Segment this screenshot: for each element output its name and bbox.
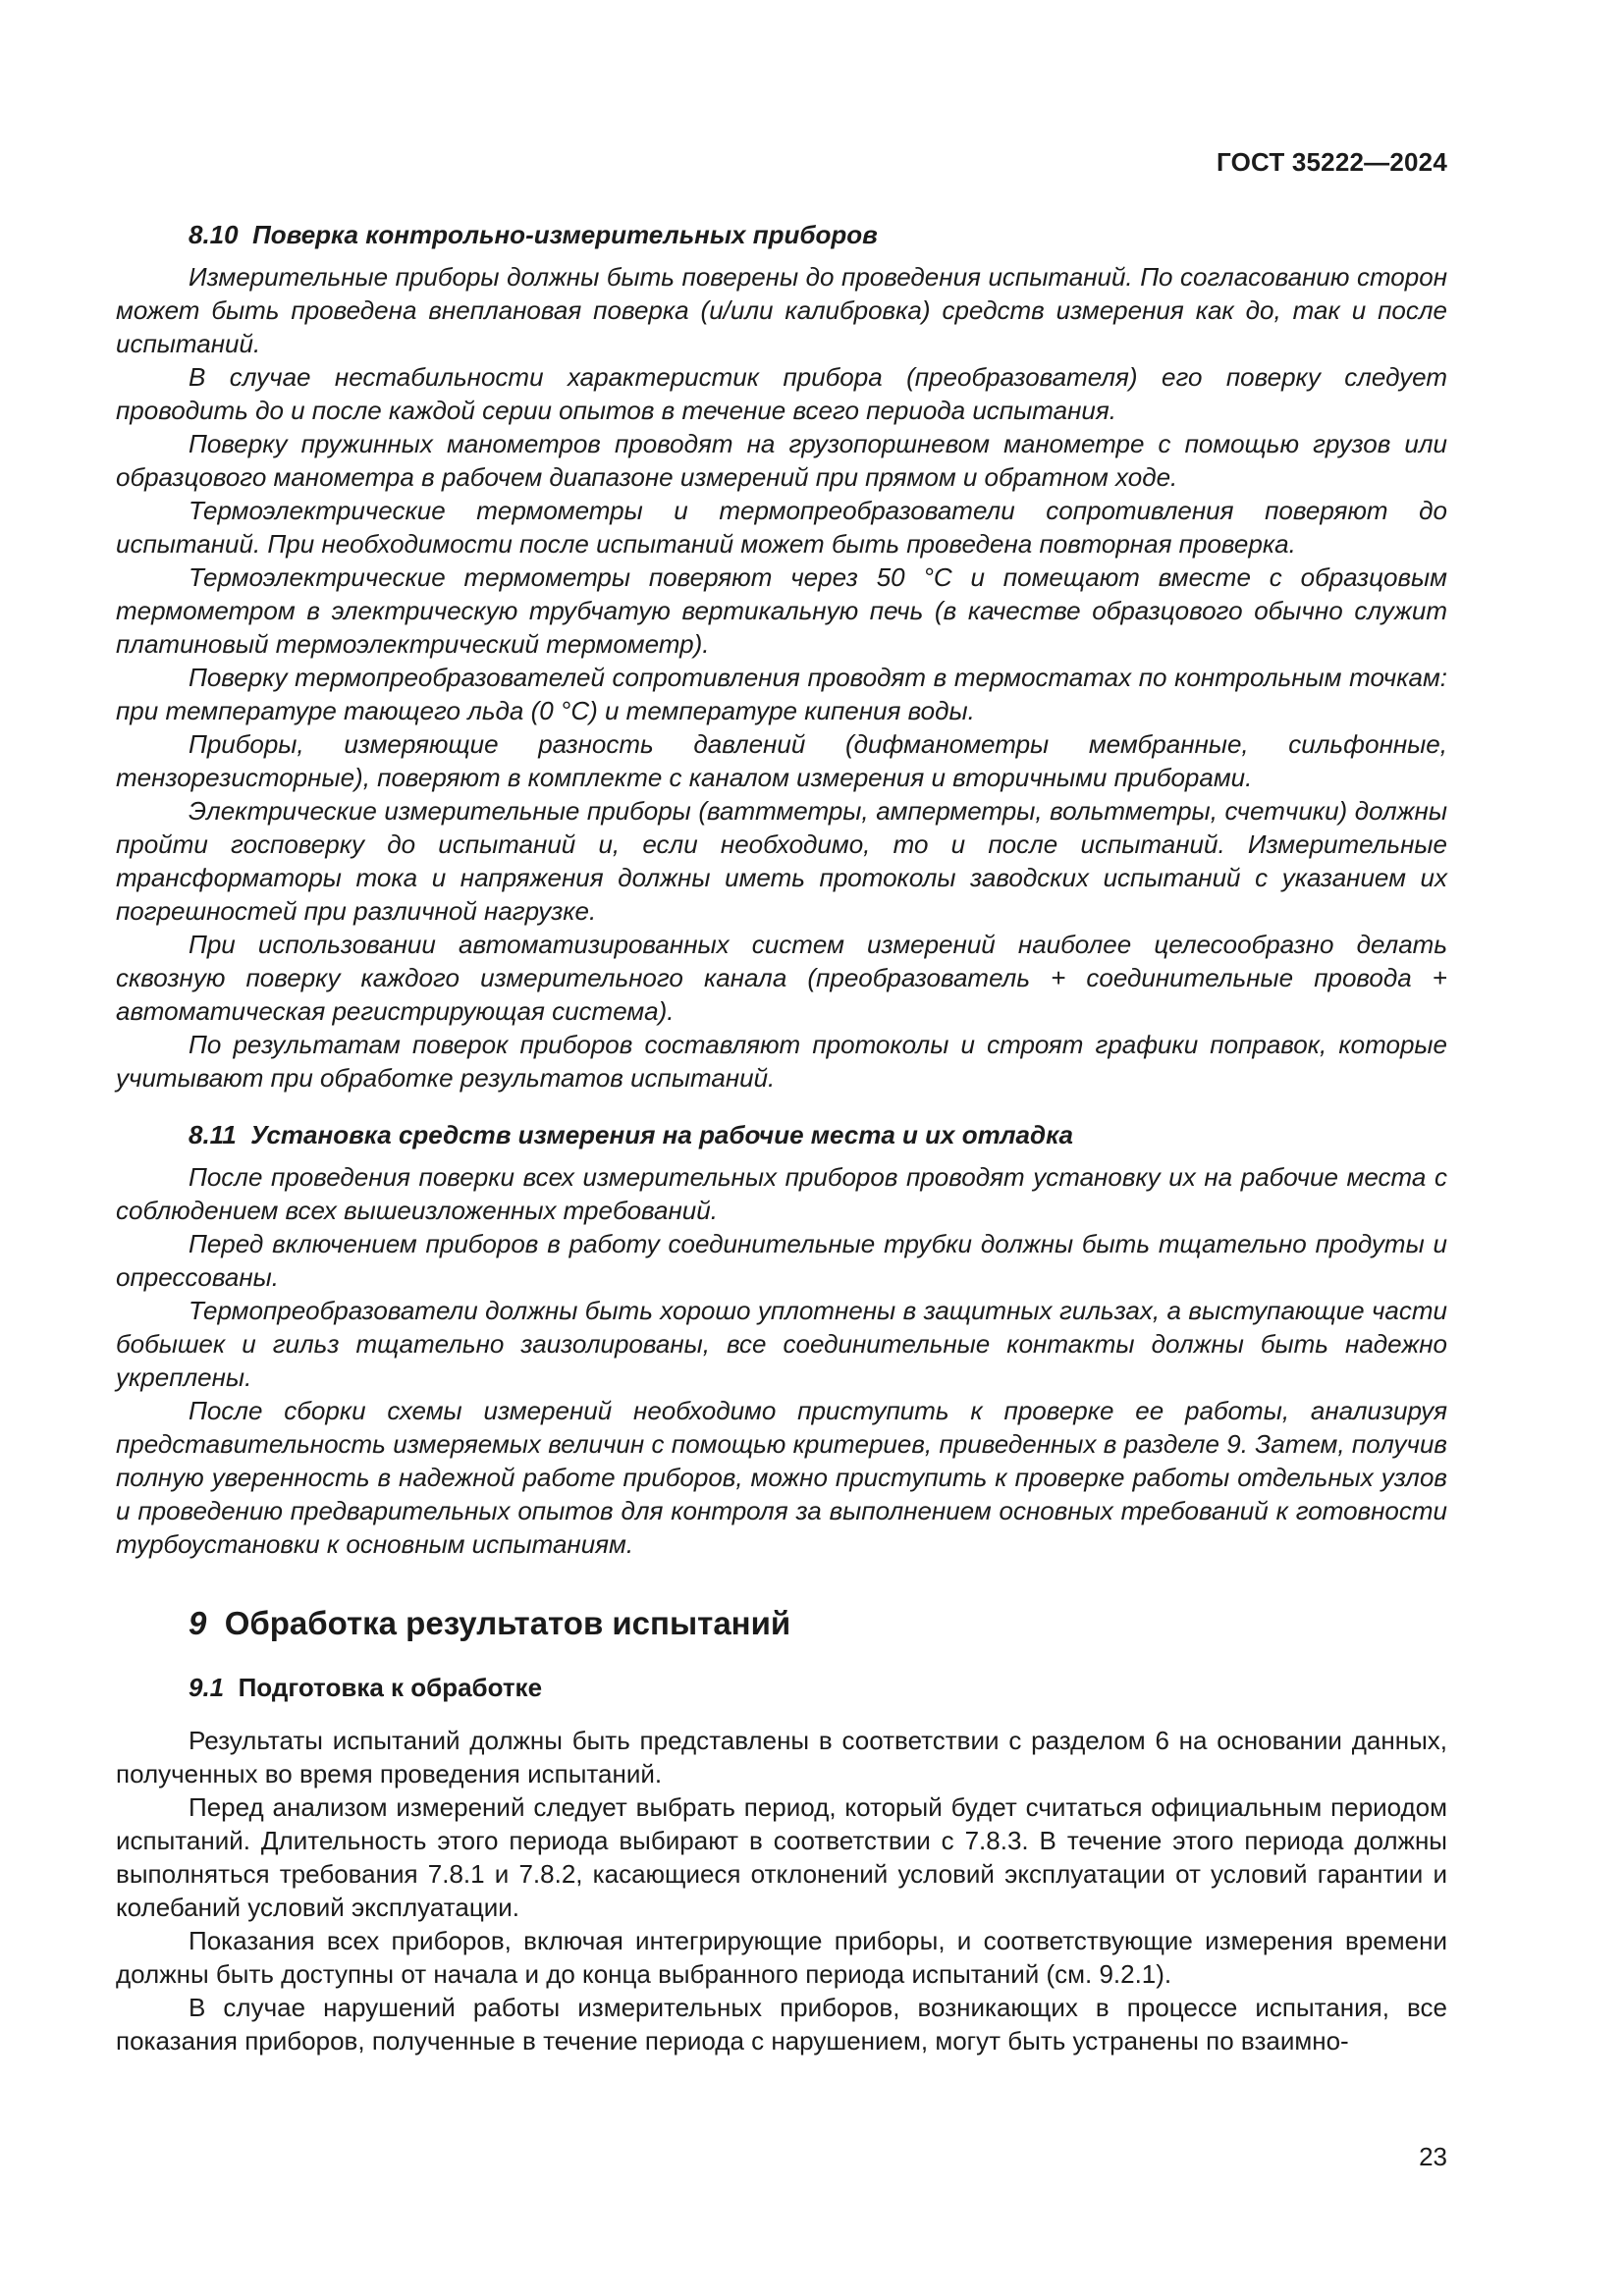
paragraph: Термоэлектрические термометры и термопреобразователи сопротивления поверяют до испытаний. При необходимости после испытаний может быть проведена повторная проверка. bbox=[116, 496, 1447, 559]
section-9-title: Обработка результатов испытаний bbox=[224, 1605, 791, 1641]
paragraph: Поверку термопреобразователей сопротивления проводят в термостатах по контрольным точкам: при температуре тающего льда (0 °С) и температуре кипения воды. bbox=[116, 663, 1447, 725]
paragraph: Поверку пружинных манометров проводят на грузопоршневом манометре с помощью грузов или образцового манометра в рабочем диапазоне измерений при прямом и обратном ходе. bbox=[116, 429, 1447, 492]
section-8-11-title: Установка средств измерения на рабочие места и их отладка bbox=[250, 1120, 1074, 1149]
paragraph: Термопреобразователи должны быть хорошо уплотнены в защитных гильзах, а выступающие части бобышек и гильз тщательно заизолированы, все соединительные контакты должны быть надежно укреплены. bbox=[116, 1296, 1447, 1392]
paragraph: Измерительные приборы должны быть поверены до проведения испытаний. По согласованию сторон может быть проведена внеплановая поверка (и/или калибровка) средств измерения как до, так и после испытаний. bbox=[116, 262, 1447, 358]
paragraph: Перед анализом измерений следует выбрать период, который будет считаться официальным периодом испытаний. Длительность этого периода выбирают в соответствии с 7.8.3. В течение этого периода должны выполняться требования 7.8.1 и 7.8.2, касающиеся отклонений условий эксплуатации от условий гарантии и колебаний условий эксплуатации. bbox=[116, 1792, 1447, 1922]
paragraph: После проведения поверки всех измерительных приборов проводят установку их на рабочие места с соблюдением всех вышеизложенных требований. bbox=[116, 1162, 1447, 1225]
page-content bbox=[116, 218, 1447, 2057]
section-8-11-number: 8.11 bbox=[189, 1120, 237, 1149]
paragraph: В случае нарушений работы измерительных приборов, возникающих в процессе испытания, все показания приборов, полученные в течение периода с нарушением, могут быть устранены по взаимно- bbox=[116, 1993, 1447, 2056]
paragraph: После сборки схемы измерений необходимо приступить к проверке ее работы, анализируя представительность измеряемых величин с помощью критериев, приведенных в разделе 9. Затем, получив полную уверенность в надежной работе приборов, можно приступить к проверке работы отдельных узлов и проведению предварительных опытов для контроля за выполнением основных требований к готовности турбоустановки к основным испытаниям. bbox=[116, 1396, 1447, 1559]
paragraph: В случае нестабильности характеристик прибора (преобразователя) его поверку следует проводить до и после каждой серии опытов в течение всего периода испытания. bbox=[116, 362, 1447, 425]
paragraph: Показания всех приборов, включая интегрирующие приборы, и соответствующие измерения времени должны быть доступны от начала и до конца выбранного периода испытаний (см. 9.2.1). bbox=[116, 1926, 1447, 1989]
section-9-number: 9 bbox=[189, 1605, 207, 1641]
page-number: 23 bbox=[1419, 2142, 1447, 2171]
paragraph: Результаты испытаний должны быть представлены в соответствии с разделом 6 на основании данных, полученных во время проведения испытаний. bbox=[116, 1726, 1447, 1789]
paragraph: Перед включением приборов в работу соединительные трубки должны быть тщательно продуты и опрессованы. bbox=[116, 1229, 1447, 1292]
section-8-10-heading bbox=[116, 218, 1447, 251]
paragraph: Приборы, измеряющие разность давлений (дифманометры мембранные, сильфонные, тензорезисторные), поверяют в комплекте с каналом измерения и вторичными приборами. bbox=[116, 729, 1447, 792]
paragraph: Электрические измерительные приборы (ваттметры, амперметры, вольтметры, счетчики) должны пройти госповерку до испытаний и, если необходимо, то и после испытаний. Измерительные трансформаторы тока и напряжения должны иметь протоколы заводских испытаний с указанием их погрешностей при различной нагрузке. bbox=[116, 796, 1447, 926]
section-9-1 bbox=[116, 1671, 1447, 2057]
document-id: ГОСТ 35222—2024 bbox=[1217, 147, 1447, 177]
paragraph: При использовании автоматизированных систем измерений наиболее целесообразно делать сквозную поверку каждого измерительного канала (преобразователь + соединительные провода + автоматическая регистрирующая система). bbox=[116, 930, 1447, 1026]
section-8-10-number: 8.10 bbox=[189, 220, 239, 249]
section-8-10 bbox=[116, 218, 1447, 1095]
paragraph: По результатам поверок приборов составляют протоколы и строят графики поправок, которые учитывают при обработке результатов испытаний. bbox=[116, 1030, 1447, 1093]
section-9-1-heading bbox=[116, 1671, 1447, 1704]
section-9-1-number: 9.1 bbox=[189, 1673, 225, 1702]
section-8-11 bbox=[116, 1118, 1447, 1561]
section-9-heading bbox=[116, 1604, 1447, 1643]
section-9-1-title: Подготовка к обработке bbox=[238, 1673, 543, 1702]
section-8-10-title: Поверка контрольно-измерительных приборов bbox=[252, 220, 878, 249]
paragraph: Термоэлектрические термометры поверяют через 50 °С и помещают вместе с образцовым термометром в электрическую трубчатую вертикальную печь (в качестве образцового обычно служит платиновый термоэлектрический термометр). bbox=[116, 562, 1447, 659]
section-8-11-heading bbox=[116, 1118, 1447, 1151]
